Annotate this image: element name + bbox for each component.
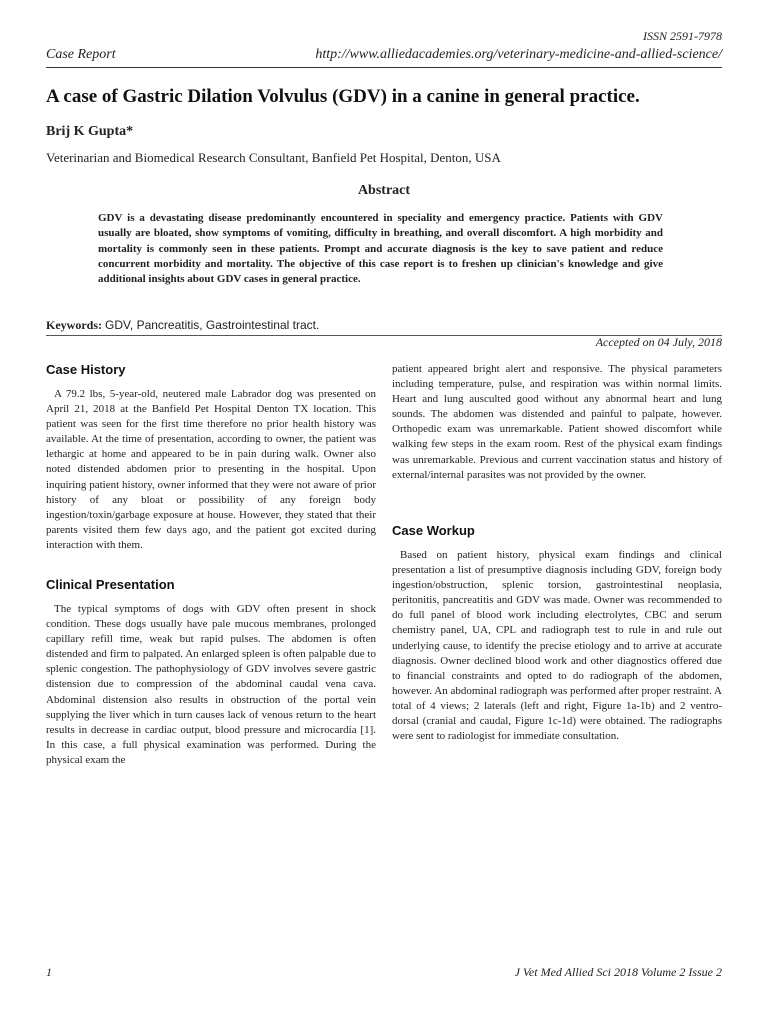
case-workup-text xyxy=(392,548,722,744)
keywords-value: GDV, Pancreatitis, Gastrointestinal tract. xyxy=(105,318,320,332)
abstract-heading: Abstract xyxy=(357,183,411,198)
clinical-continued-paragraph: patient appeared bright alert and responsive. The physical parameters including temperature, pulse, and respiration was within normal limits. Heart and lung ausculted good without any abnormal heart and lung sounds. The abdomen was distended and painful to palpate, however. Orthopedic exam was unremarkable. Patient showed discomfort while walking few steps in the exam room. Rest of the physical exam findings was unremarkable. Previous and current vaccination status and history of external/internal parasites was not provided by the owner. xyxy=(392,363,722,481)
clinical-presentation-paragraph: The typical symptoms of dogs with GDV often present in shock condition. These dogs usually have pale mucous membranes, prolonged capillary refill time, weak but rapid pulses. The abdomen is often distended and firm to palpated. An enlarged spleen is often palpable due to splenic congestion. The pathophysiology of GDV involves severe gastric distension due to compression of the abdominal caudal vena cava. Abdominal distension also results in obstruction of the portal vein supplying the liver which in turn causes lack of venous return to the heart results in decrease in cardiac output, blood pressure and microcardia [1]. In this case, a full physical examination was performed. During the physical exam the xyxy=(46,603,376,766)
case-history-paragraph: A 79.2 lbs, 5-year-old, neutered male Labrador dog was presented on April 21, 2018 at the Banfield Pet Hospital Denton TX location. This patient was seen for the first time therefore no prior health history was available. At the time of presentation, according to owner, the patient was lethargic at home and appeared to be in pain during walk. Owner also noted distended abdomen prior to presenting in the hospital. Upon inquiring patient history, owner informed that they were not aware of prior history of any bloat or possibility of any foreign body ingestion/toxin/garbage exposure at house. However, they stated that their parents visited them few days ago, and the patient got excited during interaction with them. xyxy=(46,388,376,551)
clinical-presentation-heading: Clinical Presentation xyxy=(46,577,175,592)
page-number: 1 xyxy=(46,965,52,979)
journal-citation: J Vet Med Allied Sci 2018 Volume 2 Issue 2 xyxy=(514,965,722,979)
author: Brij K Gupta* xyxy=(46,124,134,139)
keywords-label: Keywords: xyxy=(46,318,102,332)
abstract-text: GDV is a devastating disease predominantly encountered in speciality and emergency practice. Patients with GDV usually are bloated, show symptoms of vomiting, difficulty in breathing, and overall discomfort. A high morbidity and mortality is commonly seen in these patients. Prompt and accurate diagnosis is the key to save patient and reduce concurrent morbidity and mortality. The objective of this case report is to freshen up clinician's knowledge and give additional insights about GDV cases in general practice. xyxy=(98,212,663,286)
case-workup-paragraph: Based on patient history, physical exam findings and clinical presentation a list of presumptive diagnosis including GDV, foreign body ingestion/obstruction, splenic torsion, gastrointestinal neoplasia, peritonitis, pancreatitis and GDV was made. Owner was recommended to do full panel of blood work including electrolytes, CBC and serum chemistry panel, UA, CPL and radiograph test to rule in and rule out underlying cause, to identify the precise etiology and to arrive at accurate diagnosis. Owner declined blood work and other diagnostics offered due to financial constraints and opted to do radiograph of the abdomen, however. An abdominal radiograph was performed after proper restraint. A total of 4 views; 2 laterals (left and right, Figure 1a-1b) and 2 ventro-dorsal (cranial and caudal, Figure 1c-1d) were obtained. The radiographs were sent to radiologist for immediate consultation. xyxy=(392,549,722,743)
article-type: Case Report xyxy=(46,47,116,62)
article-title: A case of Gastric Dilation Volvulus (GDV) in a canine in general practice. xyxy=(46,86,640,107)
issn: ISSN 2591-7978 xyxy=(643,29,722,43)
case-history-text xyxy=(46,387,376,553)
clinical-presentation-continued xyxy=(392,362,722,483)
case-workup-heading: Case Workup xyxy=(392,523,475,538)
journal-url-link[interactable]: http://www.alliedacademies.org/veterinary-medicine-and-allied-science/ xyxy=(315,47,722,62)
keywords xyxy=(46,318,319,333)
accepted-date: Accepted on 04 July, 2018 xyxy=(595,335,722,349)
case-history-heading: Case History xyxy=(46,362,126,377)
header-divider xyxy=(46,67,722,68)
affiliation: Veterinarian and Biomedical Research Consultant, Banfield Pet Hospital, Denton, USA xyxy=(46,150,501,165)
clinical-presentation-text xyxy=(46,602,376,768)
